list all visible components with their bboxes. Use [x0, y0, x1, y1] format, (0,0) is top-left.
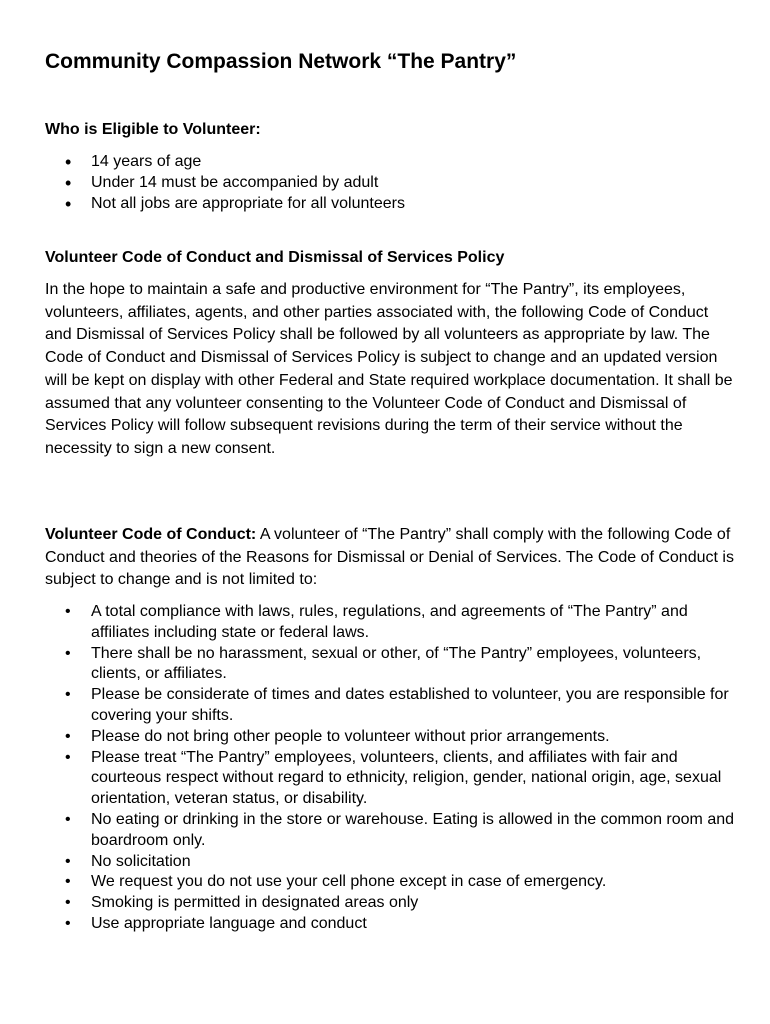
list-item: • Please treat “The Pantry” employees, volunteers, clients, and affiliates with fair and courteous respect without regard to ethnicity, religion, gender, national origin, age, sexual orientation, veteran status, or disability. [65, 748, 722, 808]
eligibility-list [45, 152, 735, 214]
list-item: • Not all jobs are appropriate for all volunteers [65, 193, 405, 214]
list-item: • 14 years of age [65, 152, 202, 172]
list-item: • A total compliance with laws, rules, regulations, and agreements of “The Pantry” and affiliates including state or federal laws. [65, 603, 688, 641]
bullet-icon: • [65, 852, 71, 870]
policy-heading: Volunteer Code of Conduct and Dismissal of Services Policy [45, 249, 505, 266]
bullet-icon: • [65, 686, 71, 704]
bullet-icon: • [65, 810, 71, 828]
list-item: • Under 14 must be accompanied by adult [65, 172, 379, 193]
bullet-icon: • [65, 644, 71, 662]
bullet-icon: • [65, 152, 72, 172]
conduct-intro-text: A volunteer of “The Pantry” shall comply with the following Code of Conduct and theories of the Reasons for Dismissal or Denial of Services. The Code of Conduct is subject to change and is not limited to: [45, 526, 734, 589]
bullet-icon: • [65, 193, 72, 214]
bullet-icon: • [65, 748, 71, 766]
bullet-icon: • [65, 603, 71, 620]
bullet-icon: • [65, 727, 71, 745]
list-item: • There shall be no harassment, sexual or other, of “The Pantry” employees, volunteers, clients, or affiliates. [65, 644, 702, 683]
list-item: • No eating or drinking in the store or warehouse. Eating is allowed in the common room and boardroom only. [65, 810, 735, 849]
conduct-list [45, 602, 735, 935]
policy-body: In the hope to maintain a safe and productive environment for “The Pantry”, its employees, volunteers, affiliates, agents, and other parties associated with, the following Code of Conduct and Dismissal of Services Policy shall be followed by all volunteers as appropriate by law. The Code of Conduct and Dismissal of Services Policy is subject to change and an updated version will be kept on display with other Federal and State required workplace documentation. It shall be assumed that any volunteer consenting to the Volunteer Code of Conduct and Dismissal of Services Policy will follow subsequent revisions during the term of their service without the necessity to sign a new consent. [45, 281, 733, 457]
bullet-icon: • [65, 873, 71, 891]
list-item: • Please do not bring other people to volunteer without prior arrangements. [45, 727, 735, 748]
list-item: • No solicitation [45, 852, 735, 873]
conduct-intro [45, 524, 735, 592]
bullet-icon: • [65, 914, 71, 932]
list-item: • Please be considerate of times and dates established to volunteer, you are responsible for covering your shifts. [65, 686, 729, 724]
list-item: • Use appropriate language and conduct [45, 914, 735, 935]
list-item: • Smoking is permitted in designated areas only [45, 893, 735, 914]
conduct-lead: Volunteer Code of Conduct: [45, 526, 257, 543]
bullet-icon: • [65, 894, 71, 912]
list-item: • We request you do not use your cell phone except in case of emergency. [45, 872, 735, 893]
eligibility-heading: Who is Eligible to Volunteer: [45, 121, 261, 138]
page-title: Community Compassion Network “The Pantry” [45, 50, 517, 73]
bullet-icon: • [65, 172, 72, 193]
